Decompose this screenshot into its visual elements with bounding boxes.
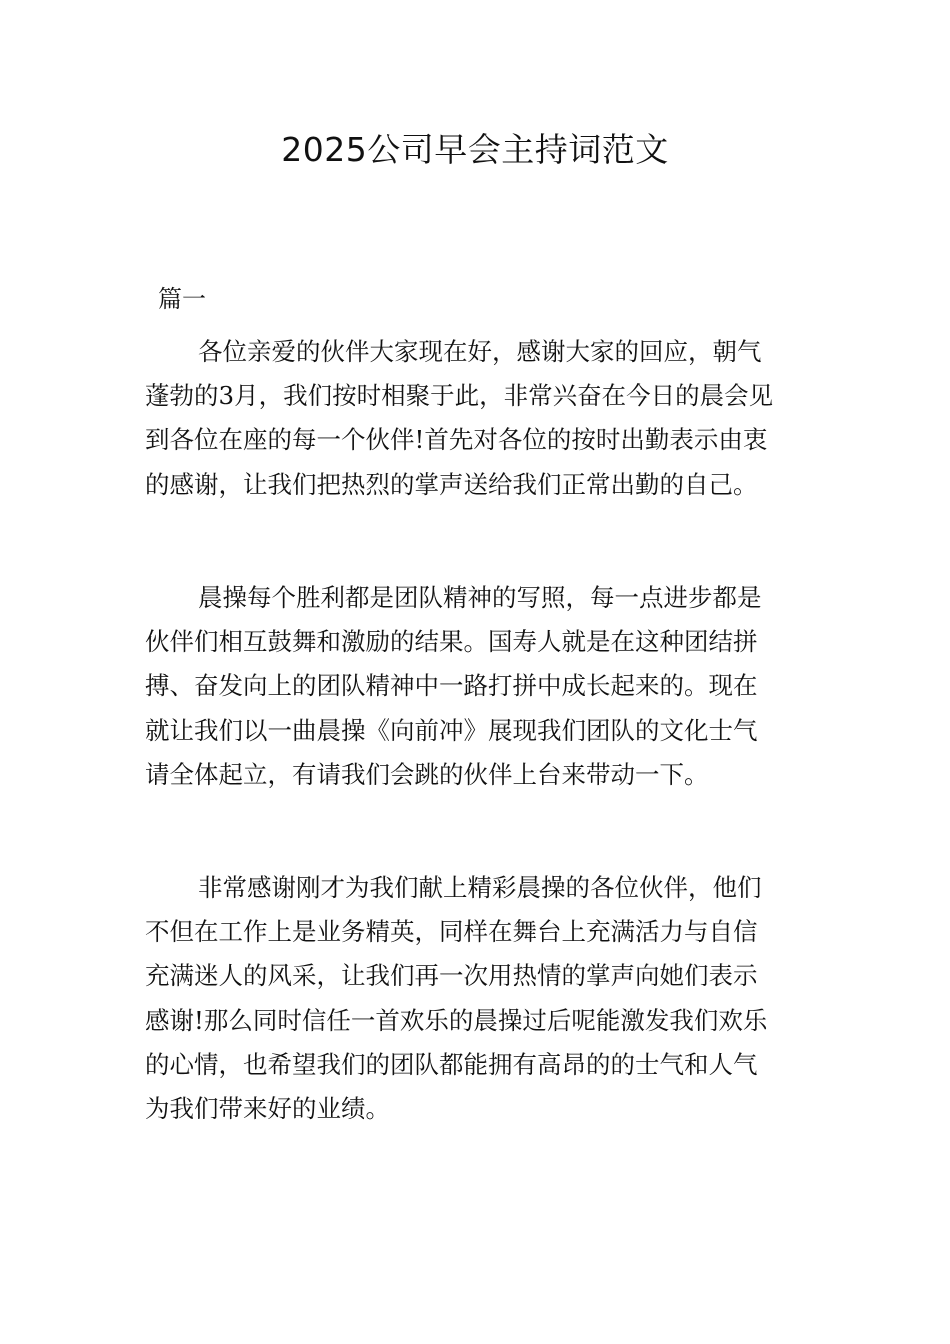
paragraph-line: 非常感谢刚才为我们献上精彩晨操的各位伙伴，他们 — [198, 873, 762, 902]
paragraph-line: 充满迷人的风采，让我们再一次用热情的掌声向她们表示 — [145, 961, 758, 991]
paragraph-2 — [145, 576, 807, 797]
paragraph-line: 请全体起立，有请我们会跳的伙伴上台来带动一下。 — [145, 759, 709, 789]
paragraph-1 — [145, 330, 807, 507]
paragraph-line: 到各位在座的每一个伙伴!首先对各位的按时出勤表示由衷 — [145, 425, 768, 455]
paragraph-line: 伙伴们相互鼓舞和激励的结果。国寿人就是在这种团结拼 — [145, 627, 758, 657]
paragraph-line: 为我们带来好的业绩。 — [145, 1094, 390, 1124]
paragraph-line: 蓬勃的3月，我们按时相聚于此，非常兴奋在今日的晨会见 — [145, 381, 774, 411]
document-title: 2025公司早会主持词范文 — [281, 130, 669, 169]
paragraph-line: 晨操每个胜利都是团队精神的写照，每一点进步都是 — [198, 583, 762, 612]
paragraph-line: 搏、奋发向上的团队精神中一路打拼中成长起来的。现在 — [145, 671, 758, 701]
paragraph-3 — [145, 866, 807, 1131]
paragraph-line: 的心情，也希望我们的团队都能拥有高昂的的士气和人气 — [145, 1049, 758, 1079]
paragraph-line: 就让我们以一曲晨操《向前冲》展现我们团队的文化士气 — [145, 715, 758, 745]
section-label: 篇一 — [158, 285, 206, 313]
paragraph-line: 不但在工作上是业务精英，同样在舞台上充满活力与自信 — [145, 917, 758, 947]
paragraph-line: 感谢!那么同时信任一首欢乐的晨操过后呢能激发我们欢乐 — [145, 1005, 768, 1035]
paragraph-line: 的感谢，让我们把热烈的掌声送给我们正常出勤的自己。 — [145, 469, 758, 499]
paragraph-line: 各位亲爱的伙伴大家现在好，感谢大家的回应，朝气 — [198, 337, 762, 366]
